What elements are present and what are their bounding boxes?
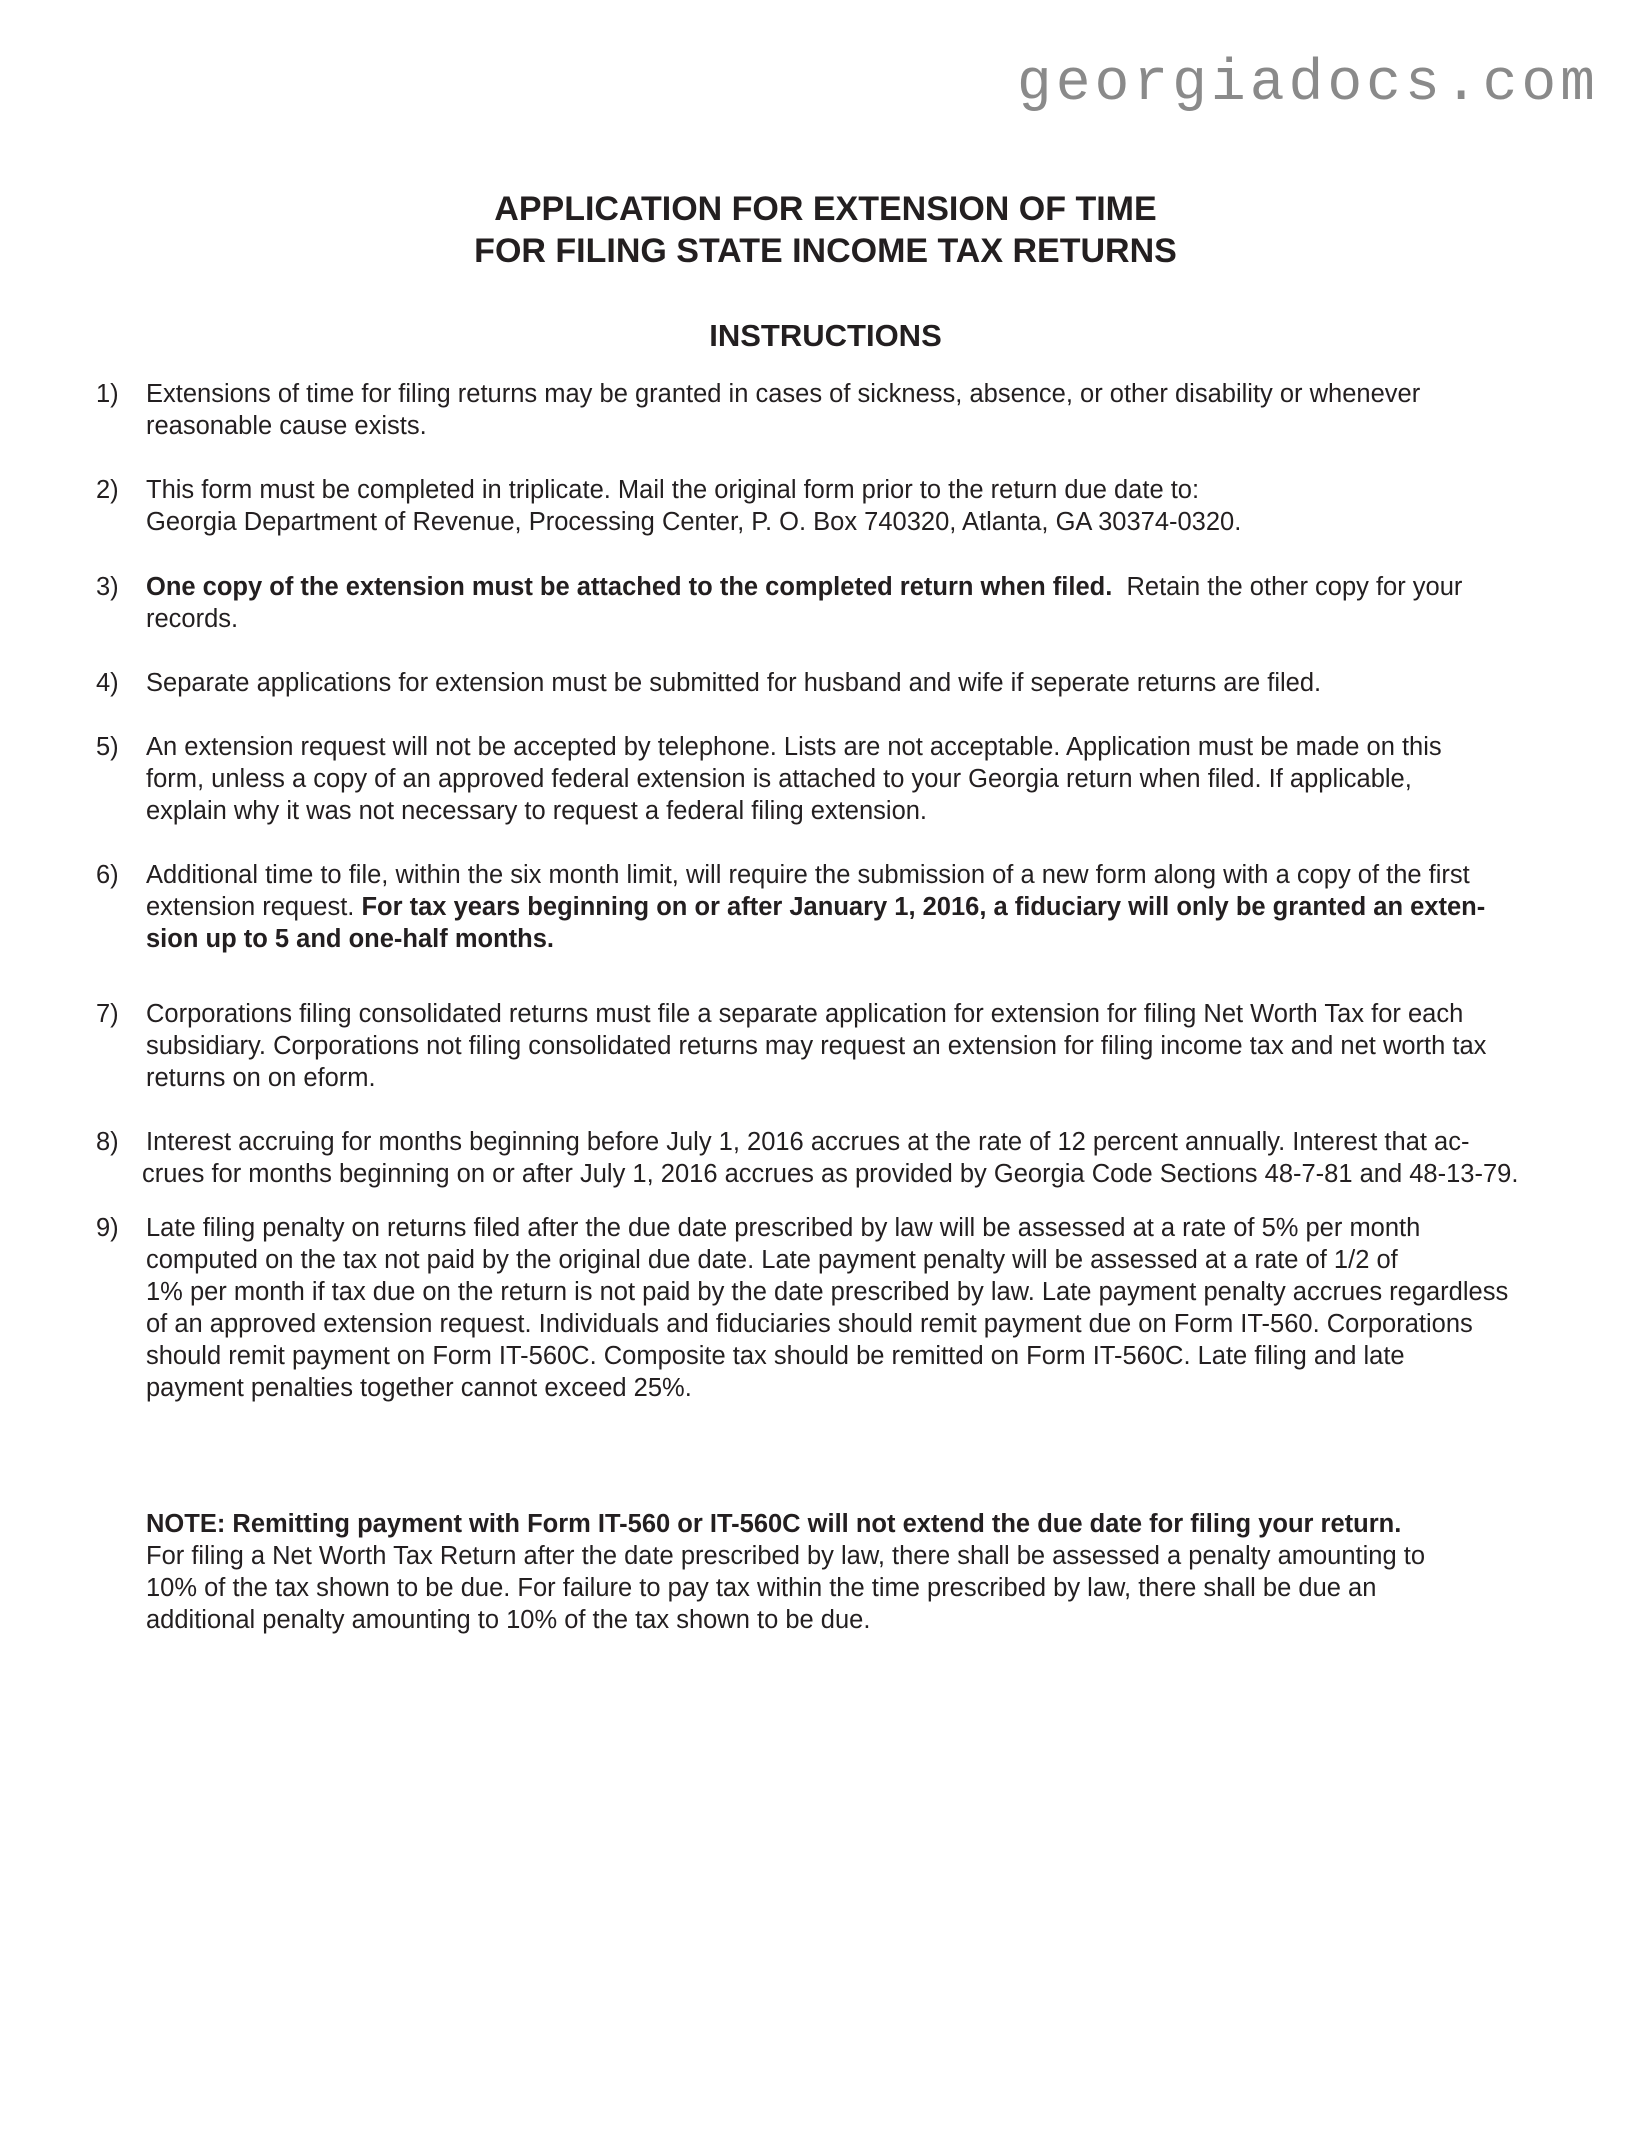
item-text-line: Corporations filing consolidated returns must file a separate application for extension for filing Net Worth Tax for each	[146, 1000, 1464, 1028]
item-text-line: of an approved extension request. Individuals and fiduciaries should remit payment due on Form IT-560. Corporations	[146, 1310, 1473, 1338]
item-text: extension request.	[146, 893, 362, 921]
item-text-line: records.	[146, 605, 239, 633]
item-text-line: reasonable cause exists.	[146, 412, 427, 440]
note-text-line: For filing a Net Worth Tax Return after the date prescribed by law, there shall be assessed a penalty amounting to	[146, 1542, 1426, 1570]
item-bold-text: For tax years beginning on or after January 1, 2016, a fiduciary will only be granted an exten-	[361, 893, 1486, 921]
instructions-heading: INSTRUCTIONS	[709, 318, 942, 353]
item-number: 1)	[96, 380, 119, 408]
instruction-item-8	[96, 1126, 1596, 1190]
item-number: 9)	[96, 1214, 119, 1242]
instruction-item-3	[96, 571, 1596, 635]
instruction-item-7	[96, 998, 1596, 1094]
instruction-item-5	[96, 731, 1596, 827]
item-text-line: should remit payment on Form IT-560C. Composite tax should be remitted on Form IT-560C. Late filing and late	[146, 1342, 1405, 1370]
instruction-item-4	[96, 667, 1596, 699]
item-bold-text: sion up to 5 and one-half months.	[146, 925, 554, 953]
instruction-item-6	[96, 859, 1596, 955]
title-line-2: FOR FILING STATE INCOME TAX RETURNS	[474, 232, 1177, 270]
note-bold-text: NOTE: Remitting payment with Form IT-560 or IT-560C will not extend the due date for filing your return.	[146, 1510, 1402, 1538]
instruction-item-9	[96, 1212, 1596, 1404]
item-bold-text: One copy of the extension must be attached to the completed return when filed.	[146, 573, 1113, 601]
item-text-line: crues for months beginning on or after July 1, 2016 accrues as provided by Georgia Code Sections 48-7-81 and 48-13-79.	[142, 1160, 1519, 1188]
item-text: Retain the other copy for your	[1112, 573, 1463, 601]
note-text-line: 10% of the tax shown to be due. For failure to pay tax within the time prescribed by law, there shall be due an	[146, 1574, 1377, 1602]
note-text-line: additional penalty amounting to 10% of the tax shown to be due.	[146, 1606, 871, 1634]
item-text-line: computed on the tax not paid by the original due date. Late payment penalty will be assessed at a rate of 1/2 of	[146, 1246, 1398, 1274]
item-text-line: Georgia Department of Revenue, Processing Center, P. O. Box 740320, Atlanta, GA 30374-0320.	[146, 508, 1242, 536]
item-number: 5)	[96, 733, 119, 761]
item-text-line: form, unless a copy of an approved federal extension is attached to your Georgia return when filed. If applicable,	[146, 765, 1412, 793]
item-text-line: payment penalties together cannot exceed 25%.	[146, 1374, 692, 1402]
item-number: 6)	[96, 861, 119, 889]
item-number: 8)	[96, 1128, 119, 1156]
item-text-line: 1% per month if tax due on the return is not paid by the date prescribed by law. Late payment penalty accrues regardless	[146, 1278, 1509, 1306]
watermark: georgiadocs.com	[1016, 52, 1599, 117]
item-text-line: Additional time to file, within the six month limit, will require the submission of a new form along with a copy of the first	[146, 861, 1470, 889]
item-number: 3)	[96, 573, 119, 601]
item-text-line: Separate applications for extension must be submitted for husband and wife if seperate returns are filed.	[146, 669, 1322, 697]
instruction-item-1	[96, 378, 1596, 442]
page-title	[0, 188, 1651, 272]
item-text-line: returns on on eform.	[146, 1064, 376, 1092]
item-number: 4)	[96, 669, 119, 697]
item-text-line: explain why it was not necessary to request a federal filing extension.	[146, 797, 928, 825]
item-text-line: Interest accruing for months beginning before July 1, 2016 accrues at the rate of 12 percent annually. Interest that ac-	[146, 1128, 1470, 1156]
item-number: 7)	[96, 1000, 119, 1028]
item-text-line: This form must be completed in triplicate. Mail the original form prior to the return due date to:	[146, 476, 1200, 504]
item-text-line: subsidiary. Corporations not filing consolidated returns may request an extension for filing income tax and net worth tax	[146, 1032, 1487, 1060]
item-number: 2)	[96, 476, 119, 504]
item-text-line: Late filing penalty on returns filed after the due date prescribed by law will be assessed at a rate of 5% per month	[146, 1214, 1421, 1242]
note-section	[146, 1508, 1425, 1636]
item-text-line: Extensions of time for filing returns may be granted in cases of sickness, absence, or other disability or whenever	[146, 380, 1421, 408]
instruction-item-2	[96, 474, 1596, 538]
title-line-1: APPLICATION FOR EXTENSION OF TIME	[494, 190, 1157, 228]
item-text-line: An extension request will not be accepted by telephone. Lists are not acceptable. Application must be made on this	[146, 733, 1442, 761]
